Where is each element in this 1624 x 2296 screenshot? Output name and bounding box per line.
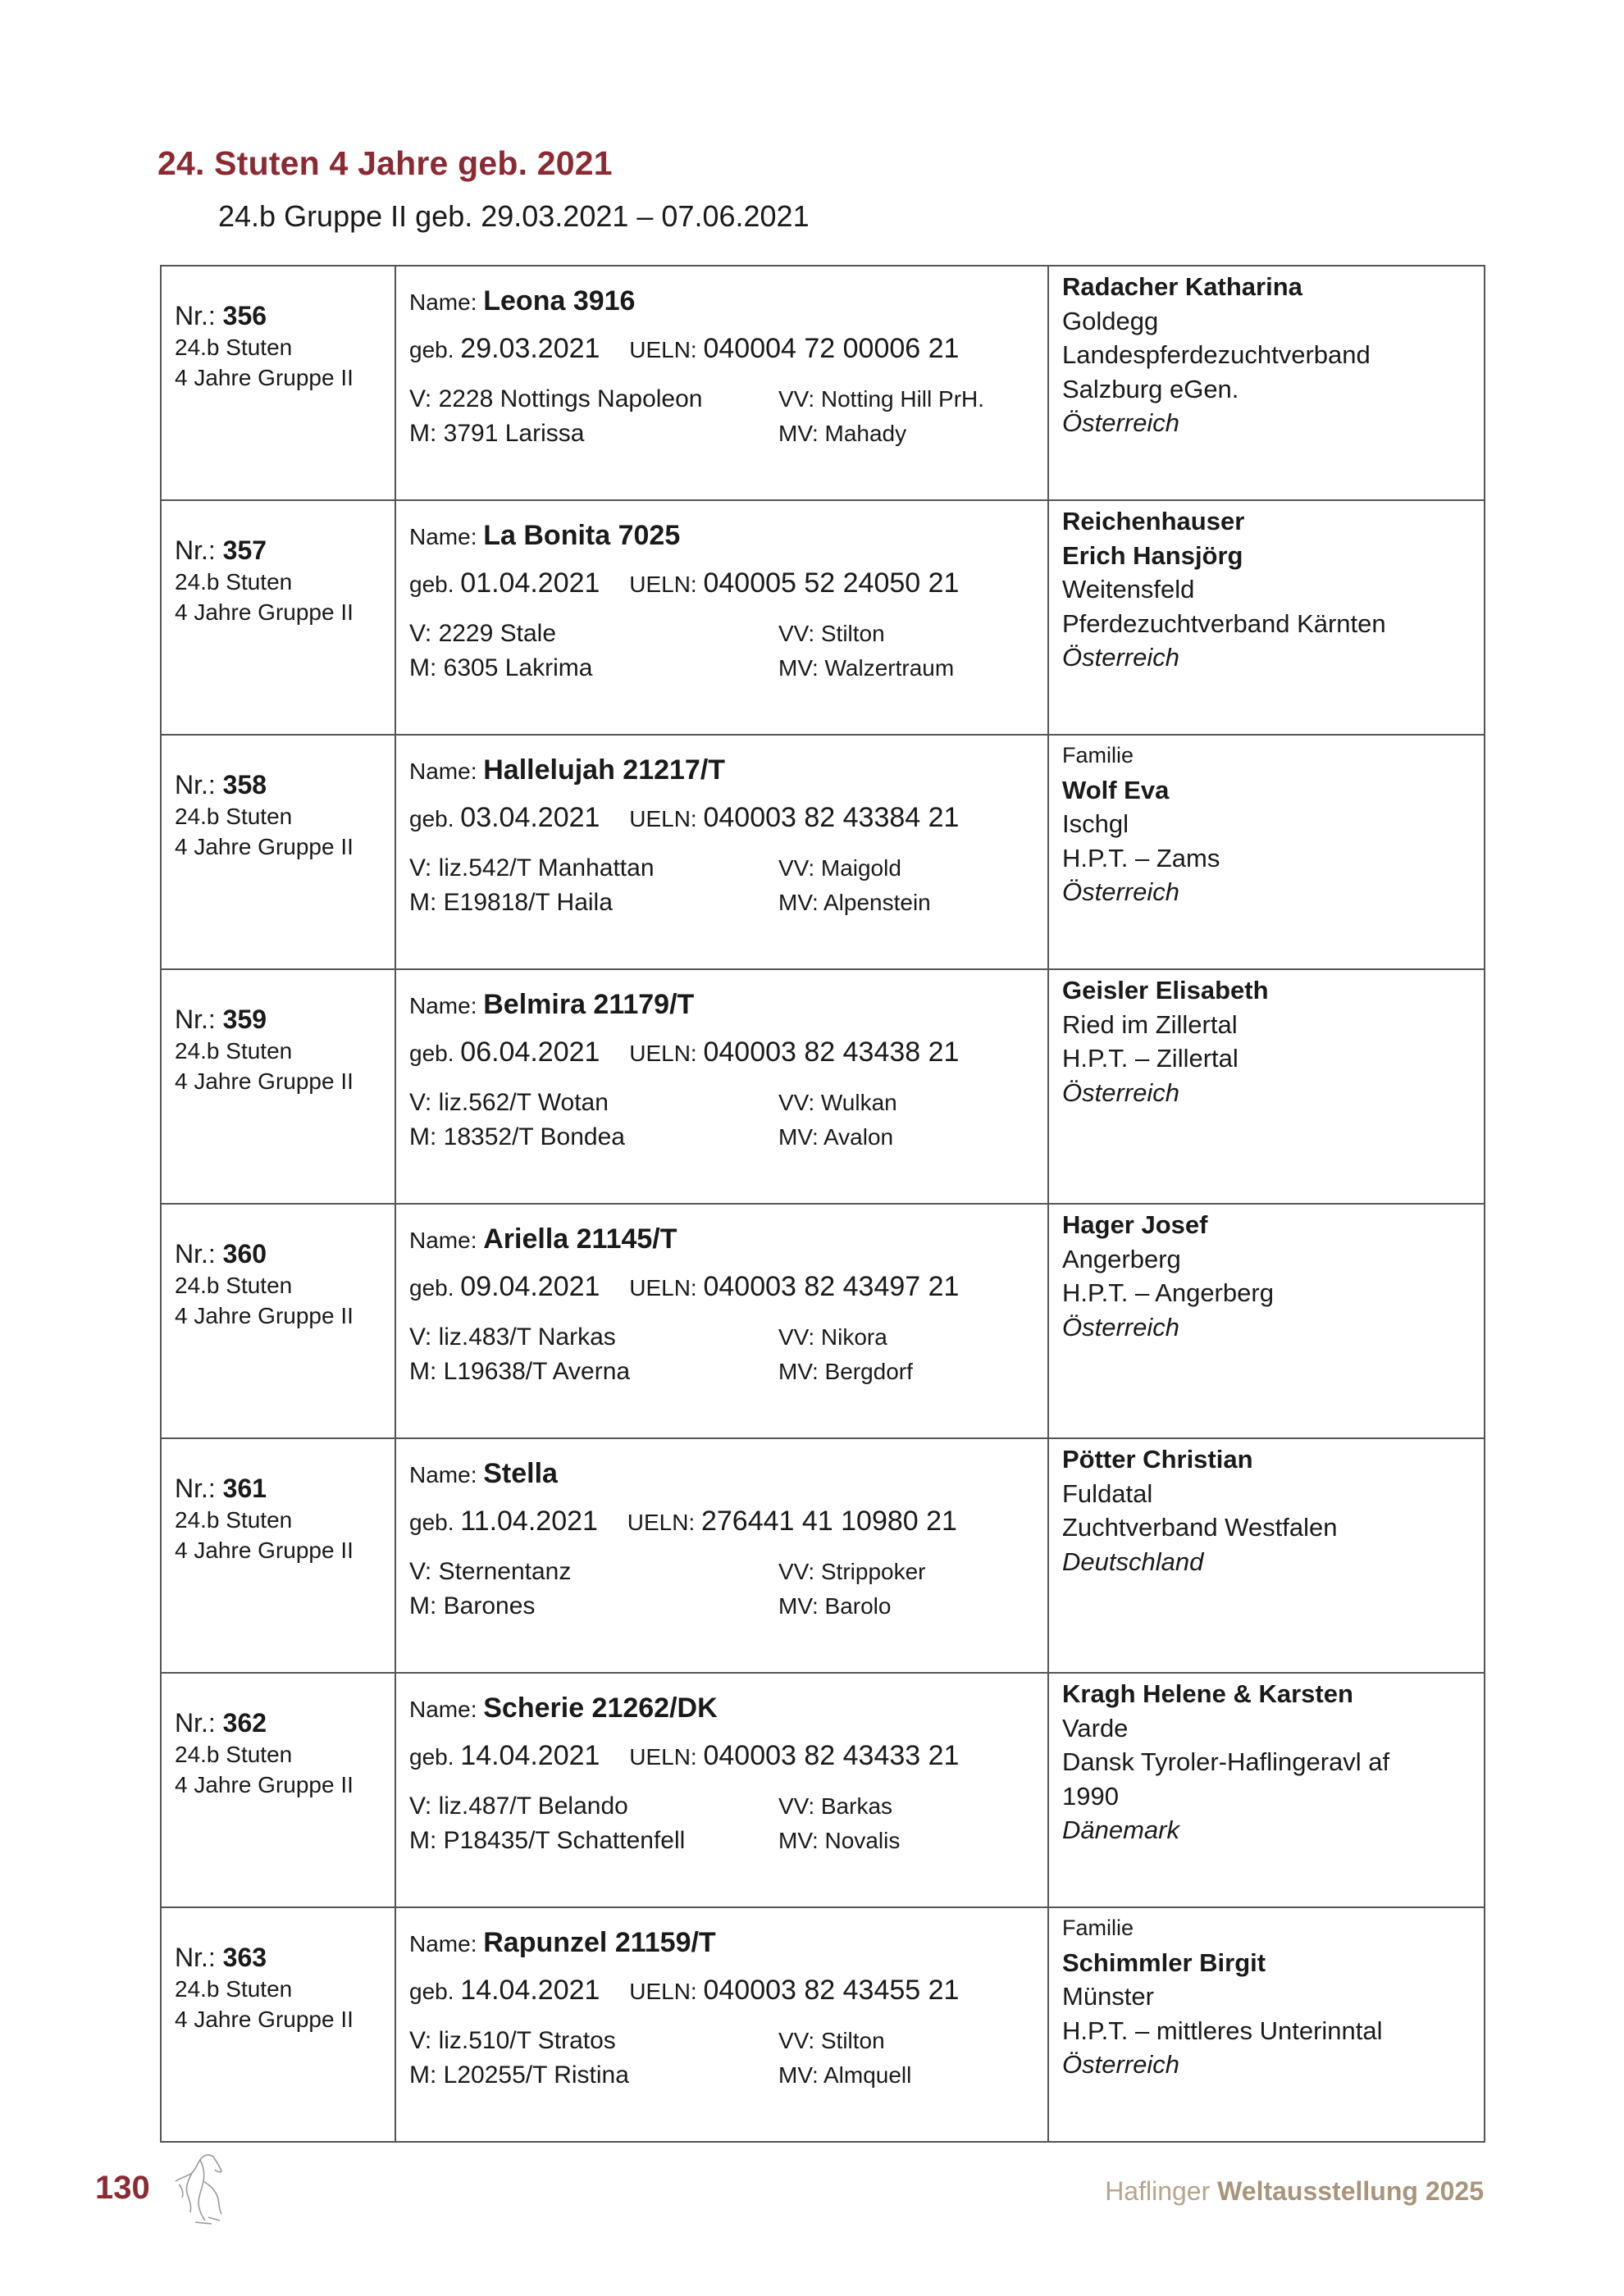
dam-sire: MV: Alpenstein <box>778 890 931 915</box>
owner-line: H.P.T. – mittleres Unterinntal <box>1062 2016 1383 2045</box>
owner-line: Angerberg <box>1062 1244 1181 1273</box>
dam-sire: MV: Mahady <box>778 421 907 446</box>
owner-line: Wolf Eva <box>1062 775 1170 804</box>
horse-name: Belmira 21179/T <box>483 989 695 1020</box>
dam-sire: MV: Avalon <box>778 1124 894 1150</box>
birth-date: 06.04.2021 <box>460 1036 600 1068</box>
owner-line: Dansk Tyroler-Haflingeravl af <box>1062 1747 1390 1776</box>
class-line-2: 4 Jahre Gruppe II <box>175 2007 354 2032</box>
geb-label: geb. <box>409 1979 454 2004</box>
horse-name: Hallelujah 21217/T <box>483 754 726 786</box>
class-line-2: 4 Jahre Gruppe II <box>175 1303 354 1328</box>
nr-value: 358 <box>222 770 267 800</box>
name-label: Name: <box>409 993 477 1018</box>
sire-sire: VV: Stilton <box>778 621 885 646</box>
owner-line: Pferdezuchtverband Kärnten <box>1062 608 1386 638</box>
sire: V: liz.483/T Narkas <box>409 1323 616 1351</box>
class-line-2: 4 Jahre Gruppe II <box>175 599 354 625</box>
class-line-1: 24.b Stuten <box>175 335 293 360</box>
horse-info-cell <box>395 969 1048 1204</box>
sire: V: liz.542/T Manhattan <box>409 854 655 882</box>
owner-line: Radacher Katharina <box>1062 272 1302 301</box>
sire-sire: VV: Maigold <box>778 855 901 881</box>
section-subtitle: 24.b Gruppe II geb. 29.03.2021 – 07.06.2021 <box>218 199 810 233</box>
pedigree <box>409 1790 1047 1857</box>
horse-name: Ariella 21145/T <box>483 1223 677 1255</box>
horse-name-line <box>409 517 1047 557</box>
sire-sire: VV: Notting Hill PrH. <box>778 386 985 412</box>
birth-line <box>409 1269 1047 1310</box>
ueln-value: 040005 52 24050 21 <box>703 567 960 599</box>
entry-number <box>175 1472 395 1505</box>
pedigree <box>409 383 1047 450</box>
class-line-1: 24.b Stuten <box>175 804 293 829</box>
dam: M: L20255/T Ristina <box>409 2061 629 2089</box>
ueln-value: 040003 82 43455 21 <box>703 1975 960 2006</box>
owner-line: H.P.T. – Zillertal <box>1062 1044 1239 1073</box>
owner-line: Familie <box>1062 743 1134 768</box>
horse-name-line <box>409 283 1047 322</box>
publication-prefix: Haflinger <box>1105 2176 1211 2206</box>
horse-name-line <box>409 1690 1047 1729</box>
owner-line: Salzburg eGen. <box>1062 374 1239 403</box>
owner-cell <box>1048 735 1485 969</box>
birth-line <box>409 330 1047 371</box>
owner-line: Münster <box>1062 1982 1154 2011</box>
class-line-2: 4 Jahre Gruppe II <box>175 1068 354 1094</box>
entry-row <box>161 1438 1485 1673</box>
entry-number-cell <box>161 735 395 969</box>
owner-line: Varde <box>1062 1713 1129 1742</box>
entry-row <box>161 1204 1485 1438</box>
entry-number <box>175 1706 395 1739</box>
sire: V: 2228 Nottings Napoleon <box>409 385 703 412</box>
publication-footer <box>1105 2176 1484 2207</box>
nr-value: 359 <box>222 1004 267 1034</box>
entry-number <box>175 299 395 332</box>
pedigree <box>409 1321 1047 1388</box>
dam-sire: MV: Barolo <box>778 1593 892 1619</box>
owner-line: Österreich <box>1062 408 1179 437</box>
class-line-1: 24.b Stuten <box>175 1742 293 1767</box>
dam: M: E19818/T Haila <box>409 889 613 916</box>
entry-row <box>161 969 1485 1204</box>
horse-name: Stella <box>483 1458 558 1489</box>
entry-row <box>161 735 1485 969</box>
ueln-value: 040003 82 43433 21 <box>703 1740 960 1771</box>
owner-line: Reichenhauser <box>1062 507 1245 535</box>
birth-date: 14.04.2021 <box>460 1740 600 1771</box>
horse-name: La Bonita 7025 <box>483 520 681 551</box>
entry-row <box>161 500 1485 735</box>
horse-name-line <box>409 1221 1047 1260</box>
publication-name: Weltausstellung 2025 <box>1217 2176 1484 2206</box>
dam: M: 18352/T Bondea <box>409 1123 625 1150</box>
pedigree <box>409 617 1047 685</box>
horse-info-cell <box>395 1204 1048 1438</box>
name-label: Name: <box>409 289 477 315</box>
sire-sire: VV: Barkas <box>778 1793 893 1819</box>
entry-row <box>161 1673 1485 1907</box>
owner-line: Fuldatal <box>1062 1478 1153 1508</box>
entry-number-cell <box>161 266 395 500</box>
owner-line: Pötter Christian <box>1062 1445 1253 1474</box>
owner-line: 1990 <box>1062 1781 1119 1811</box>
class-line-1: 24.b Stuten <box>175 1507 293 1533</box>
ueln-label: UELN: <box>629 572 697 597</box>
entry-row <box>161 266 1485 500</box>
horse-info-cell <box>395 1438 1048 1673</box>
dam: M: 6305 Lakrima <box>409 654 593 681</box>
entry-number-cell <box>161 1438 395 1673</box>
sire-sire: VV: Strippoker <box>778 1559 926 1584</box>
owner-line: Erich Hansjörg <box>1062 540 1243 570</box>
ueln-value: 040003 82 43438 21 <box>703 1036 960 1068</box>
nr-label: Nr.: <box>175 535 216 565</box>
entry-number <box>175 1237 395 1270</box>
horse-logo-icon <box>162 2148 233 2227</box>
entry-number-cell <box>161 1907 395 2142</box>
owner-line: Schimmler Birgit <box>1062 1947 1266 1977</box>
sire-sire: VV: Nikora <box>778 1324 887 1350</box>
sire: V: 2229 Stale <box>409 620 557 647</box>
horse-name-line <box>409 1456 1047 1495</box>
class-line-1: 24.b Stuten <box>175 1976 293 2002</box>
sire: V: liz.487/T Belando <box>409 1793 628 1820</box>
owner-line: Geisler Elisabeth <box>1062 976 1269 1004</box>
class-line-2: 4 Jahre Gruppe II <box>175 1772 354 1797</box>
entries-body <box>161 266 1485 2142</box>
birth-line <box>409 1972 1047 2013</box>
geb-label: geb. <box>409 572 454 597</box>
sire-sire: VV: Stilton <box>778 2028 885 2053</box>
geb-label: geb. <box>409 1510 454 1535</box>
horse-info-cell <box>395 500 1048 735</box>
owner-line: Österreich <box>1062 643 1179 672</box>
birth-line <box>409 565 1047 606</box>
entry-number <box>175 1941 395 1974</box>
owner-line: H.P.T. – Angerberg <box>1062 1278 1274 1307</box>
sire: V: liz.562/T Wotan <box>409 1089 609 1116</box>
nr-value: 362 <box>222 1708 267 1738</box>
birth-date: 03.04.2021 <box>460 802 600 833</box>
owner-cell <box>1048 500 1485 735</box>
entries-table <box>160 265 1485 2143</box>
owner-line: H.P.T. – Zams <box>1062 843 1220 872</box>
owner-line: Deutschland <box>1062 1547 1204 1576</box>
owner-line: Österreich <box>1062 1077 1179 1107</box>
nr-label: Nr.: <box>175 770 216 800</box>
page-number: 130 <box>95 2170 150 2206</box>
class-line-1: 24.b Stuten <box>175 569 293 594</box>
geb-label: geb. <box>409 1275 454 1301</box>
nr-value: 357 <box>222 535 267 565</box>
geb-label: geb. <box>409 1744 454 1770</box>
ueln-label: UELN: <box>629 1275 697 1301</box>
horse-info-cell <box>395 266 1048 500</box>
birth-line <box>409 800 1047 840</box>
class-line-1: 24.b Stuten <box>175 1273 293 1298</box>
entry-number <box>175 534 395 567</box>
ueln-label: UELN: <box>629 1979 697 2004</box>
dam: M: P18435/T Schattenfell <box>409 1827 686 1854</box>
owner-line: Weitensfeld <box>1062 575 1195 604</box>
nr-value: 363 <box>222 1943 267 1972</box>
name-label: Name: <box>409 1931 477 1957</box>
name-label: Name: <box>409 524 477 549</box>
horse-name-line <box>409 986 1047 1026</box>
ueln-label: UELN: <box>629 806 697 831</box>
birth-date: 01.04.2021 <box>460 567 600 599</box>
birth-date: 29.03.2021 <box>460 333 600 364</box>
horse-info-cell <box>395 1673 1048 1907</box>
entry-row <box>161 1907 1485 2142</box>
name-label: Name: <box>409 1228 477 1253</box>
entry-number-cell <box>161 1673 395 1907</box>
ueln-value: 040004 72 00006 21 <box>703 333 960 364</box>
dam-sire: MV: Novalis <box>778 1828 901 1853</box>
ueln-label: UELN: <box>629 337 697 362</box>
owner-cell <box>1048 969 1485 1204</box>
ueln-value: 040003 82 43384 21 <box>703 802 960 833</box>
owner-line: Hager Josef <box>1062 1210 1208 1239</box>
pedigree <box>409 1556 1047 1623</box>
entry-number-cell <box>161 969 395 1204</box>
name-label: Name: <box>409 758 477 784</box>
entry-number <box>175 768 395 801</box>
sire: V: Sternentanz <box>409 1558 572 1585</box>
entry-number-cell <box>161 500 395 735</box>
birth-date: 14.04.2021 <box>460 1975 600 2006</box>
horse-info-cell <box>395 735 1048 969</box>
class-line-2: 4 Jahre Gruppe II <box>175 365 354 390</box>
dam: M: L19638/T Averna <box>409 1358 631 1385</box>
nr-label: Nr.: <box>175 1004 216 1034</box>
class-line-2: 4 Jahre Gruppe II <box>175 834 354 859</box>
horse-name-line <box>409 752 1047 791</box>
name-label: Name: <box>409 1697 477 1722</box>
sire-sire: VV: Wulkan <box>778 1090 897 1115</box>
owner-cell <box>1048 1673 1485 1907</box>
geb-label: geb. <box>409 337 454 362</box>
owner-line: Ischgl <box>1062 809 1129 838</box>
nr-value: 360 <box>222 1239 267 1269</box>
owner-line: Kragh Helene & Karsten <box>1062 1679 1353 1708</box>
owner-line: Zuchtverband Westfalen <box>1062 1513 1338 1542</box>
nr-label: Nr.: <box>175 1943 216 1972</box>
ueln-label: UELN: <box>629 1041 697 1066</box>
ueln-label: UELN: <box>629 1744 697 1770</box>
geb-label: geb. <box>409 806 454 831</box>
owner-line: Österreich <box>1062 1312 1179 1342</box>
dam: M: Barones <box>409 1592 536 1620</box>
owner-cell <box>1048 1204 1485 1438</box>
owner-line: Österreich <box>1062 2050 1179 2079</box>
class-line-1: 24.b Stuten <box>175 1038 293 1064</box>
pedigree <box>409 1086 1047 1154</box>
nr-value: 361 <box>222 1474 267 1503</box>
birth-line <box>409 1503 1047 1544</box>
dam-sire: MV: Bergdorf <box>778 1359 913 1384</box>
section-title: 24. Stuten 4 Jahre geb. 2021 <box>157 144 613 182</box>
nr-label: Nr.: <box>175 1239 216 1269</box>
ueln-label: UELN: <box>627 1510 696 1535</box>
nr-value: 356 <box>222 301 267 330</box>
horse-name: Rapunzel 21159/T <box>483 1927 716 1958</box>
birth-date: 11.04.2021 <box>460 1506 598 1537</box>
dam: M: 3791 Larissa <box>409 420 585 447</box>
class-line-2: 4 Jahre Gruppe II <box>175 1538 354 1563</box>
horse-name: Leona 3916 <box>483 285 636 317</box>
owner-line: Ried im Zillertal <box>1062 1009 1238 1039</box>
owner-line: Goldegg <box>1062 306 1159 335</box>
entry-number <box>175 1003 395 1036</box>
sire: V: liz.510/T Stratos <box>409 2027 616 2054</box>
owner-line: Dänemark <box>1062 1815 1179 1844</box>
nr-label: Nr.: <box>175 1474 216 1503</box>
geb-label: geb. <box>409 1041 454 1066</box>
entry-number-cell <box>161 1204 395 1438</box>
horse-info-cell <box>395 1907 1048 2142</box>
dam-sire: MV: Almquell <box>778 2062 912 2088</box>
ueln-value: 276441 41 10980 21 <box>700 1506 957 1537</box>
owner-line: Familie <box>1062 1916 1134 1940</box>
horse-name: Scherie 21262/DK <box>483 1692 718 1724</box>
ueln-value: 040003 82 43497 21 <box>703 1271 960 1302</box>
birth-line <box>409 1034 1047 1075</box>
horse-name-line <box>409 1925 1047 1964</box>
dam-sire: MV: Walzertraum <box>778 655 955 681</box>
name-label: Name: <box>409 1462 477 1487</box>
birth-line <box>409 1738 1047 1779</box>
pedigree <box>409 852 1047 919</box>
owner-line: Österreich <box>1062 877 1179 906</box>
birth-date: 09.04.2021 <box>460 1271 600 1302</box>
owner-cell <box>1048 1438 1485 1673</box>
owner-line: Landespferdezuchtverband <box>1062 340 1371 369</box>
owner-cell <box>1048 266 1485 500</box>
owner-cell <box>1048 1907 1485 2142</box>
nr-label: Nr.: <box>175 1708 216 1738</box>
nr-label: Nr.: <box>175 301 216 330</box>
pedigree <box>409 2025 1047 2092</box>
